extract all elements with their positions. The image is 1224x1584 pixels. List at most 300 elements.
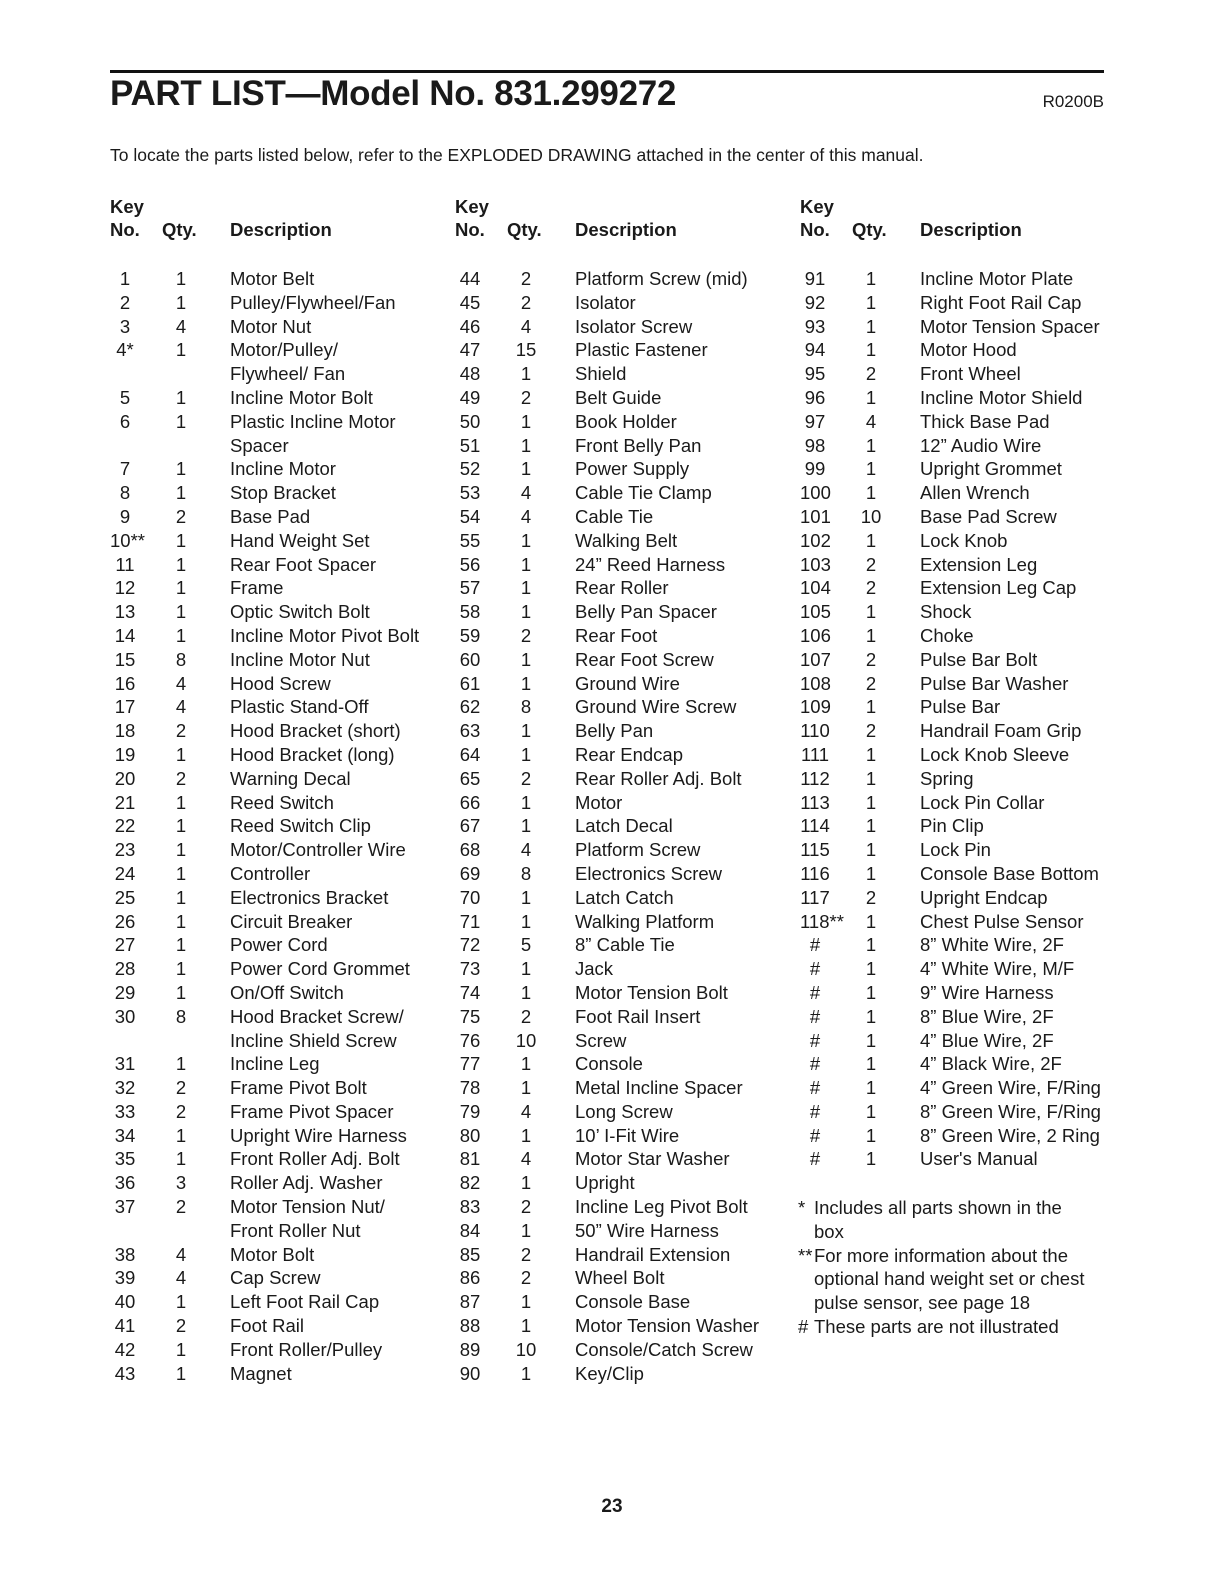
part-key-number: 104 (800, 577, 831, 599)
part-quantity: 1 (520, 529, 532, 551)
part-description: Incline Motor Pivot Bolt (230, 624, 420, 646)
part-key-number: 23 (114, 839, 136, 861)
part-quantity: 1 (175, 791, 187, 813)
part-key-number: 36 (114, 1172, 136, 1194)
part-description: Cable Tie Clamp (575, 482, 712, 504)
part-key-number: 68 (459, 839, 481, 861)
part-key-number: 116 (800, 862, 830, 884)
part-description: Walking Belt (575, 529, 678, 551)
part-key-number: 87 (459, 1291, 481, 1313)
part-description: Circuit Breaker (230, 910, 353, 932)
footnote (798, 1244, 1084, 1315)
part-quantity: 1 (175, 743, 187, 765)
part-quantity: 1 (865, 291, 877, 313)
part-description: Console Base Bottom (920, 862, 1099, 884)
part-key-number: 94 (804, 339, 826, 361)
part-description: Optic Switch Bolt (230, 601, 370, 623)
part-quantity: 1 (865, 315, 877, 337)
part-quantity: 1 (865, 601, 877, 623)
part-description: Cable Tie (575, 505, 654, 527)
part-description: Rear Endcap (575, 743, 683, 765)
part-key-number: 81 (459, 1148, 481, 1170)
part-quantity: 1 (520, 720, 532, 742)
part-quantity: 4 (175, 696, 187, 718)
part-quantity: 1 (520, 1053, 532, 1075)
part-quantity: 2 (520, 767, 532, 789)
page-title: PART LIST—Model No. 831.299272 (110, 74, 677, 113)
part-key-number: 51 (459, 434, 481, 456)
part-quantity: 4 (175, 1243, 187, 1265)
part-description: Motor Bolt (230, 1243, 315, 1265)
part-quantity: 2 (175, 1315, 187, 1337)
footnote-mark: # (798, 1315, 809, 1337)
footnote-text: Includes all parts shown in the box (814, 1197, 1062, 1242)
part-key-number: 12 (114, 577, 136, 599)
part-description: Console (575, 1053, 643, 1075)
part-key-number: 91 (804, 268, 826, 289)
part-quantity: 1 (175, 482, 187, 504)
part-key-number: 62 (459, 696, 481, 718)
part-quantity: 1 (175, 886, 187, 908)
part-description: 9” Wire Harness (920, 981, 1054, 1003)
part-description: Lock Knob (920, 529, 1008, 551)
header-qty: Qty. (507, 219, 542, 240)
part-description: Controller (230, 862, 311, 884)
part-description: Motor Tension Spacer (920, 315, 1100, 337)
part-key-number: 15 (114, 648, 136, 670)
part-key-number: 109 (800, 696, 831, 718)
part-description: Frame (230, 577, 284, 599)
part-quantity: 1 (520, 458, 532, 480)
part-description: Hood Bracket (short) (230, 720, 401, 742)
part-description: Power Cord (230, 934, 328, 956)
part-description: Rear Foot (575, 624, 658, 646)
part-key-number: 47 (459, 339, 481, 361)
part-quantity: 4 (175, 1267, 187, 1289)
part-key-number: 92 (804, 291, 826, 313)
part-description: User's Manual (920, 1148, 1038, 1170)
part-key-number: 24 (114, 862, 136, 884)
part-quantity: 4 (175, 315, 187, 337)
part-description: Belly Pan (575, 720, 654, 742)
part-key-number: 67 (459, 815, 481, 837)
part-key-number: 96 (804, 386, 826, 408)
part-key-number: 37 (114, 1196, 136, 1218)
part-description: Spacer (230, 434, 289, 456)
part-quantity: 1 (520, 1077, 532, 1099)
part-description: Extension Leg Cap (920, 577, 1077, 599)
part-description: Lock Knob Sleeve (920, 743, 1070, 765)
part-key-number: 46 (459, 315, 481, 337)
part-quantity: 2 (520, 386, 532, 408)
part-description: Hood Bracket Screw/ (230, 1005, 404, 1027)
part-key-number: 1 (119, 268, 131, 289)
part-key-number: # (809, 958, 821, 980)
part-description: Wheel Bolt (575, 1267, 665, 1289)
part-quantity: 2 (865, 720, 877, 742)
part-key-number: # (809, 1077, 821, 1099)
part-description: Front Roller Adj. Bolt (230, 1148, 400, 1170)
part-quantity: 2 (175, 720, 187, 742)
part-key-number: 115 (800, 839, 830, 861)
part-description: Console Base (575, 1291, 691, 1313)
part-key-number: 9 (119, 505, 131, 527)
part-key-number: 5 (119, 386, 131, 408)
part-quantity: 1 (520, 363, 532, 385)
footnote (798, 1196, 1084, 1244)
part-description: Foot Rail Insert (575, 1005, 701, 1027)
part-quantity: 4 (520, 315, 532, 337)
part-quantity: 1 (865, 958, 877, 980)
part-key-number: 106 (800, 624, 831, 646)
part-key-number: 72 (459, 934, 481, 956)
part-key-number: 57 (459, 577, 481, 599)
part-description: Key/Clip (575, 1362, 644, 1384)
header-qty: Qty. (852, 219, 887, 240)
part-description: Belly Pan Spacer (575, 601, 717, 623)
part-quantity: 1 (175, 1338, 187, 1360)
part-key-number: # (809, 1100, 821, 1122)
part-quantity: 2 (175, 1100, 187, 1122)
part-description: Jack (575, 958, 614, 980)
part-description: 24” Reed Harness (575, 553, 726, 575)
part-key-number: 77 (459, 1053, 481, 1075)
part-quantity: 4 (520, 482, 532, 504)
part-key-number: 105 (800, 601, 831, 623)
part-key-number: 78 (459, 1077, 481, 1099)
part-quantity: 1 (175, 1291, 187, 1313)
part-key-number: 66 (459, 791, 481, 813)
part-description: Shock (920, 601, 972, 623)
part-description: Roller Adj. Washer (230, 1172, 383, 1194)
part-key-number: # (809, 934, 821, 956)
part-quantity: 4 (520, 1148, 532, 1170)
part-quantity: 2 (865, 672, 877, 694)
part-description: Upright Wire Harness (230, 1124, 407, 1146)
part-key-number: 113 (800, 791, 830, 813)
part-quantity: 1 (520, 1291, 532, 1313)
part-quantity: 8 (520, 696, 532, 718)
part-quantity: 1 (520, 1219, 532, 1241)
part-quantity: 1 (175, 1362, 187, 1384)
header-key: Key (455, 196, 489, 217)
part-description: Incline Motor (230, 458, 336, 480)
part-description: 4” White Wire, M/F (920, 958, 1075, 980)
part-quantity: 2 (865, 553, 877, 575)
part-key-number: 53 (459, 482, 481, 504)
part-quantity: 1 (865, 767, 877, 789)
part-key-number: 74 (459, 981, 481, 1003)
part-description: Ground Wire (575, 672, 680, 694)
part-key-number: 69 (459, 862, 481, 884)
part-description: Motor Nut (230, 315, 312, 337)
part-key-number: 58 (459, 601, 481, 623)
part-description: Frame Pivot Bolt (230, 1077, 367, 1099)
part-key-number: 50 (459, 410, 481, 432)
part-description: Right Foot Rail Cap (920, 291, 1082, 313)
part-quantity: 1 (865, 910, 877, 932)
part-quantity: 10 (860, 505, 882, 527)
part-quantity: 15 (515, 339, 537, 361)
part-description: Pulley/Flywheel/Fan (230, 291, 396, 313)
part-key-number: 82 (459, 1172, 481, 1194)
part-key-number: 112 (800, 767, 830, 789)
part-description: Warning Decal (230, 767, 351, 789)
part-description: Chest Pulse Sensor (920, 910, 1084, 932)
part-quantity: 1 (865, 458, 877, 480)
part-quantity: 1 (175, 624, 187, 646)
part-quantity: 1 (865, 791, 877, 813)
part-description: Base Pad Screw (920, 505, 1057, 527)
part-key-number: 83 (459, 1196, 481, 1218)
part-quantity: 1 (175, 934, 187, 956)
part-quantity: 2 (175, 505, 187, 527)
part-quantity: 4 (175, 672, 187, 694)
part-description: Belt Guide (575, 386, 662, 408)
part-description: Motor Tension Nut/ (230, 1196, 385, 1218)
part-description: Incline Motor Bolt (230, 386, 373, 408)
part-description: Stop Bracket (230, 482, 336, 504)
part-key-number: 54 (459, 505, 481, 527)
part-quantity: 1 (865, 862, 877, 884)
part-key-number: 16 (114, 672, 136, 694)
footnote-mark: * (798, 1197, 806, 1218)
part-description: Front Roller/Pulley (230, 1338, 383, 1360)
part-description: Isolator (575, 291, 636, 313)
part-key-number: 55 (459, 529, 481, 551)
part-key-number: 21 (114, 791, 136, 813)
part-quantity: 1 (520, 1124, 532, 1146)
part-quantity: 10 (515, 1029, 537, 1051)
part-quantity: 1 (865, 1148, 877, 1170)
part-key-number: 99 (804, 458, 826, 480)
part-key-number: 117 (800, 886, 830, 908)
part-description: Hood Bracket (long) (230, 743, 395, 765)
part-description: Rear Foot Spacer (230, 553, 377, 575)
part-key-number: 86 (459, 1267, 481, 1289)
part-description: On/Off Switch (230, 981, 344, 1003)
part-quantity: 1 (520, 577, 532, 599)
part-key-number: 101 (800, 505, 831, 527)
part-key-number: 93 (804, 315, 826, 337)
part-key-number: 88 (459, 1315, 481, 1337)
part-description: Isolator Screw (575, 315, 693, 337)
part-description: 4” Black Wire, 2F (920, 1053, 1062, 1075)
footnote-text: These parts are not illustrated (814, 1315, 1059, 1337)
part-quantity: 1 (175, 410, 187, 432)
part-description: 8” Green Wire, F/Ring (920, 1100, 1101, 1122)
part-key-number: 11 (115, 553, 135, 575)
part-quantity: 1 (175, 339, 187, 361)
part-quantity: 2 (175, 1077, 187, 1099)
part-description: Motor Hood (920, 339, 1017, 361)
part-key-number: # (809, 1124, 821, 1146)
part-quantity: 4 (520, 839, 532, 861)
part-description: Thick Base Pad (920, 410, 1050, 432)
part-description: Flywheel/ Fan (230, 363, 346, 385)
part-quantity: 1 (520, 791, 532, 813)
part-description: 8” Green Wire, 2 Ring (920, 1124, 1100, 1146)
part-description: 4” Green Wire, F/Ring (920, 1077, 1101, 1099)
part-key-number: 48 (459, 363, 481, 385)
part-description: Pin Clip (920, 815, 984, 837)
part-key-number: 71 (459, 910, 481, 932)
part-key-number: 41 (114, 1315, 136, 1337)
part-quantity: 4 (520, 1100, 532, 1122)
part-key-number: 30 (114, 1005, 136, 1027)
part-quantity: 8 (175, 648, 187, 670)
part-description: Foot Rail (230, 1315, 305, 1337)
part-description: Cap Screw (230, 1267, 321, 1289)
part-key-number: 4* (116, 339, 134, 361)
part-key-number: 40 (114, 1291, 136, 1313)
part-description: 12” Audio Wire (920, 434, 1042, 456)
part-quantity: 8 (175, 1005, 187, 1027)
part-quantity: 2 (865, 648, 877, 670)
part-key-number: 110 (800, 720, 830, 742)
part-key-number: 70 (459, 886, 481, 908)
part-key-number: 32 (114, 1077, 136, 1099)
part-key-number: 13 (114, 601, 136, 623)
part-quantity: 2 (520, 268, 532, 289)
part-quantity: 1 (175, 458, 187, 480)
part-key-number: 65 (459, 767, 481, 789)
part-quantity: 1 (865, 696, 877, 718)
part-description: Electronics Screw (575, 862, 723, 884)
part-description: Rear Roller Adj. Bolt (575, 767, 742, 789)
part-quantity: 1 (175, 981, 187, 1003)
part-key-number: # (809, 1053, 821, 1075)
part-key-number: 10** (110, 529, 145, 551)
part-quantity: 1 (865, 839, 877, 861)
part-key-number: 111 (800, 743, 830, 765)
part-description: Metal Incline Spacer (575, 1077, 743, 1099)
part-description: Motor Tension Bolt (575, 981, 728, 1003)
part-key-number: 31 (114, 1053, 136, 1075)
part-description: Electronics Bracket (230, 886, 389, 908)
part-description: Handrail Foam Grip (920, 720, 1082, 742)
part-description: Power Cord Grommet (230, 958, 410, 980)
part-description: Incline Leg Pivot Bolt (575, 1196, 748, 1218)
part-quantity: 1 (865, 434, 877, 456)
part-key-number: 118** (800, 910, 844, 932)
part-key-number: 14 (114, 624, 136, 646)
part-key-number: 63 (459, 720, 481, 742)
part-description: 8” Blue Wire, 2F (920, 1005, 1054, 1027)
footnote (798, 1315, 1084, 1339)
part-description: Choke (920, 624, 974, 646)
part-key-number: 45 (459, 291, 481, 313)
part-quantity: 1 (520, 1172, 532, 1194)
part-quantity: 1 (865, 815, 877, 837)
part-quantity: 1 (865, 1124, 877, 1146)
part-quantity: 1 (175, 815, 187, 837)
part-description: Upright (575, 1172, 635, 1194)
part-quantity: 1 (175, 910, 187, 932)
part-description: Reed Switch Clip (230, 815, 371, 837)
part-description: Incline Motor Plate (920, 268, 1074, 289)
part-key-number: 52 (459, 458, 481, 480)
part-quantity: 1 (865, 743, 877, 765)
header-description: Description (920, 219, 1022, 240)
part-description: Ground Wire Screw (575, 696, 737, 718)
part-key-number: 61 (459, 672, 481, 694)
part-quantity: 1 (865, 1005, 877, 1027)
part-key-number: 85 (459, 1243, 481, 1265)
part-description: Incline Motor Nut (230, 648, 370, 670)
part-key-number: 97 (804, 410, 826, 432)
part-description: Platform Screw (mid) (575, 268, 748, 289)
part-quantity: 1 (520, 648, 532, 670)
part-description: Hand Weight Set (230, 529, 370, 551)
header-no: No. (110, 219, 140, 240)
part-key-number: 17 (114, 696, 136, 718)
part-quantity: 1 (175, 1053, 187, 1075)
part-key-number: 34 (114, 1124, 136, 1146)
part-key-number: 114 (800, 815, 830, 837)
part-description: Latch Catch (575, 886, 674, 908)
part-key-number: 43 (114, 1362, 136, 1384)
title-rule (110, 70, 1104, 73)
part-description: Latch Decal (575, 815, 673, 837)
part-quantity: 1 (175, 958, 187, 980)
part-quantity: 2 (520, 1005, 532, 1027)
part-quantity: 2 (175, 767, 187, 789)
part-quantity: 1 (520, 601, 532, 623)
part-quantity: 2 (520, 1243, 532, 1265)
part-quantity: 2 (865, 363, 877, 385)
part-quantity: 1 (520, 672, 532, 694)
part-quantity: 2 (865, 886, 877, 908)
part-key-number: 29 (114, 981, 136, 1003)
header-description: Description (230, 219, 332, 240)
part-quantity: 1 (520, 981, 532, 1003)
part-key-number: 42 (114, 1338, 136, 1360)
part-quantity: 1 (175, 529, 187, 551)
part-description: 10’ I-Fit Wire (575, 1124, 680, 1146)
part-key-number: 102 (800, 529, 831, 551)
part-key-number: 2 (119, 291, 131, 313)
part-quantity: 1 (865, 1029, 877, 1051)
part-description: Magnet (230, 1362, 292, 1384)
part-key-number: 7 (119, 458, 131, 480)
part-key-number: 59 (459, 624, 481, 646)
part-quantity: 1 (520, 434, 532, 456)
part-description: Allen Wrench (920, 482, 1030, 504)
part-key-number: 38 (114, 1243, 136, 1265)
part-quantity: 1 (865, 624, 877, 646)
part-key-number: 25 (114, 886, 136, 908)
part-description: Rear Roller (575, 577, 669, 599)
part-quantity: 2 (520, 291, 532, 313)
part-description: Lock Pin (920, 839, 991, 861)
part-description: Frame Pivot Spacer (230, 1100, 394, 1122)
part-description: Long Screw (575, 1100, 673, 1122)
header-key: Key (110, 196, 144, 217)
part-description: 50” Wire Harness (575, 1219, 719, 1241)
part-quantity: 2 (520, 1267, 532, 1289)
part-description: Motor/Pulley/ (230, 339, 338, 361)
part-key-number: 39 (114, 1267, 136, 1289)
part-description: Pulse Bar (920, 696, 1001, 718)
part-key-number: 89 (459, 1338, 481, 1360)
part-description: Motor Belt (230, 268, 315, 289)
part-key-number: 8 (119, 482, 131, 504)
part-description: Handrail Extension (575, 1243, 731, 1265)
part-quantity: 1 (175, 268, 187, 289)
part-quantity: 1 (520, 410, 532, 432)
part-description: Plastic Fastener (575, 339, 708, 361)
